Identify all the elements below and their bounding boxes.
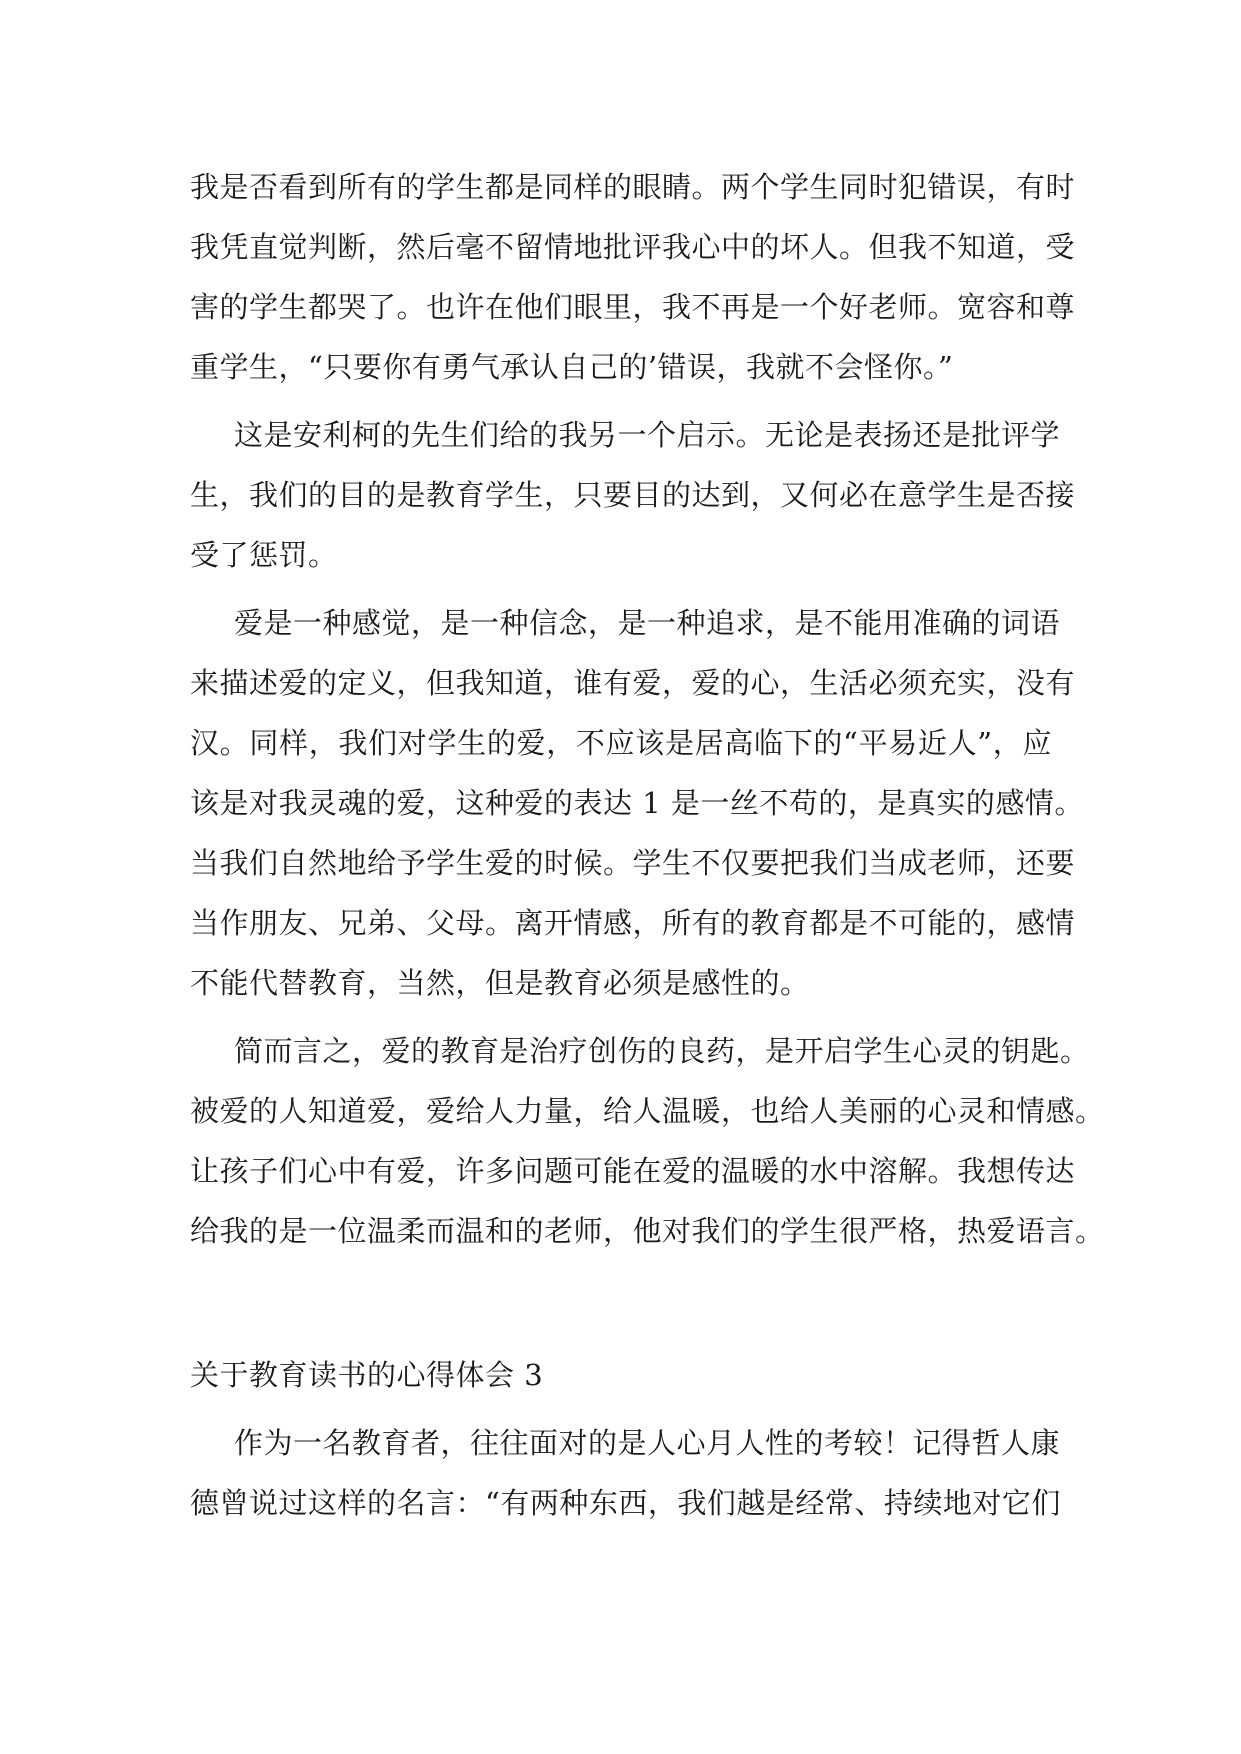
text-line: 汉。同样，我们对学生的爱，不应该是居高临下的“平易近人”，应	[190, 726, 1052, 760]
text-line: 爱是一种感觉，是一种信念，是一种追求，是不能用准确的词语	[234, 606, 1061, 640]
section-heading: 关于教育读书的心得体会 3	[190, 1358, 544, 1392]
text-line: 作为一名教育者，往往面对的是人心月人性的考较！记得哲人康	[234, 1426, 1061, 1460]
text-line: 这是安利柯的先生们给的我另一个启示。无论是表扬还是批评学	[234, 418, 1061, 452]
paragraph	[190, 1021, 1105, 1261]
text-line: 重学生，“只要你有勇气承认自己的’错误，我就不会怪你。”	[190, 350, 954, 384]
text-line: 给我的是一位温柔而温和的老师，他对我们的学生很严格，热爱语言。	[190, 1214, 1105, 1248]
text-line: 生，我们的目的是教育学生，只要目的达到，又何必在意学生是否接	[190, 478, 1076, 512]
section-spacer	[190, 1269, 1052, 1345]
text-line: 简而言之，爱的教育是治疗创伤的良药，是开启学生心灵的钥匙。	[234, 1034, 1090, 1068]
paragraph	[190, 593, 1084, 1013]
text-line: 我凭直觉判断，然后毫不留情地批评我心中的坏人。但我不知道，受	[190, 230, 1076, 264]
text-line: 害的学生都哭了。也许在他们眼里，我不再是一个好老师。宽容和尊	[190, 290, 1076, 324]
text-line: 被爱的人知道爱，爱给人力量，给人温暖，也给人美丽的心灵和情感。	[190, 1094, 1105, 1128]
text-line: 该是对我灵魂的爱，这种爱的表达 1 是一丝不苟的，是真实的感情。	[190, 786, 1084, 820]
text-line: 让孩子们心中有爱，许多问题可能在爱的温暖的水中溶解。我想传达	[190, 1154, 1076, 1188]
text-line: 当我们自然地给予学生爱的时候。学生不仅要把我们当成老师，还要	[190, 846, 1076, 880]
text-line: 来描述爱的定义，但我知道，谁有爱，爱的心，生活必须充实，没有	[190, 666, 1076, 700]
text-line: 受了惩罚。	[190, 538, 338, 572]
text-line: 德曾说过这样的名言：“有两种东西，我们越是经常、持续地对它们	[190, 1486, 1061, 1520]
paragraph	[190, 405, 1076, 585]
paragraph	[190, 1413, 1061, 1533]
text-line: 我是否看到所有的学生都是同样的眼睛。两个学生同时犯错误，有时	[190, 170, 1076, 204]
text-line: 当作朋友、兄弟、父母。离开情感，所有的教育都是不可能的，感情	[190, 906, 1076, 940]
paragraph	[190, 157, 1076, 397]
document-body	[190, 157, 1105, 1541]
text-line: 不能代替教育，当然，但是教育必须是感性的。	[190, 966, 810, 1000]
